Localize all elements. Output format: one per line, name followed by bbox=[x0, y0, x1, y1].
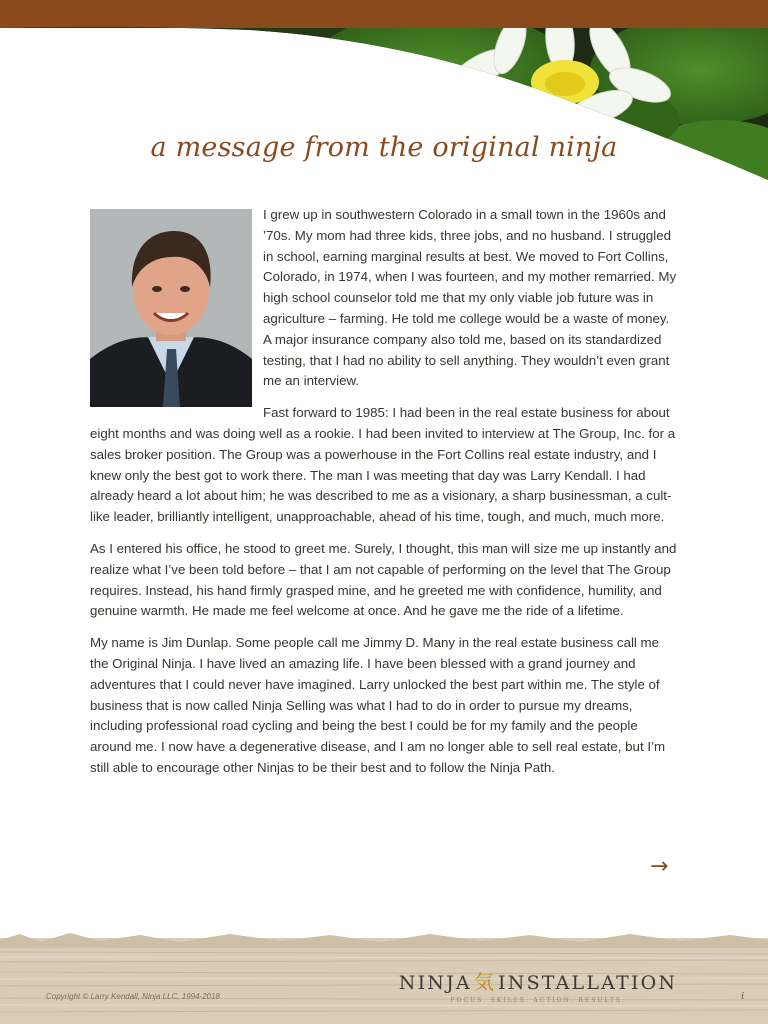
page-number: i bbox=[741, 990, 745, 1002]
paragraph-3: As I entered his office, he stood to greet me. Surely, I thought, this man will size me up instantly and realize what I’ve been told before – that I am not capable of performing on the level that The Group requires. Instead, his hand firmly grasped mine, and he greeted me with confidence, humility, and genuine warmth. He made me feel welcome at once. And he gave me the ride of a lifetime. bbox=[90, 540, 677, 619]
page-title: a message from the original ninja bbox=[150, 132, 618, 163]
copyright-notice: Copyright © Larry Kendall, Ninja LLC, 1994-2018 bbox=[46, 992, 220, 1001]
next-page-arrow-icon[interactable]: → bbox=[650, 854, 669, 879]
paragraph-2: Fast forward to 1985: I had been in the real estate business for about eight months and was doing well as a rookie. I had been invited to interview at The Group, Inc. for a sales broker position. The Group was a powerhouse in the Fort Collins real estate industry, and I knew only the best got to work there. The man I was meeting that day was Larry Kendall. I had already heard a lot about him; he was described to me as a visionary, a sharp businessman, a cult-like leader, brilliantly intelligent, unapproachable, ahead of his time, tough, and much, much more. bbox=[90, 405, 676, 525]
ki-kanji-icon: 気 bbox=[473, 970, 497, 994]
brand-word-left: NINJA bbox=[398, 972, 472, 994]
article-body bbox=[90, 205, 680, 790]
portrait-spacer bbox=[90, 205, 263, 407]
paragraph-4: My name is Jim Dunlap. Some people call me Jimmy D. Many in the real estate business call me the Original Ninja. I have lived an amazing life. I have been blessed with a grand journey and adventures that I could never have imagined. Larry unlocked the best part within me. The style of business that is now called Ninja Selling was what I had to do in order to pursue my dreams, including professional road cycling and being the best I could be for my family and the people around me. I now have a degenerative disease, and I am no longer able to sell real estate, but I’m still able to encourage other Ninjas to be their best and to follow the Ninja Path. bbox=[90, 635, 666, 775]
paragraph-1: I grew up in southwestern Colorado in a small town in the 1960s and ’70s. My mom had three kids, three jobs, and no husband. I struggled in school, earning marginal results at best. We moved to Fort Collins, Colorado, in 1974, when I was fourteen, and my mother remarried. My high school counselor told me that my only viable job future was in agriculture – farming. He told me college would be a waste of money. A major insurance company also told me, based on its standardized testing, that I had no ability to sell anything. They wouldn’t even grant me an interview. bbox=[263, 207, 677, 389]
brand-word-right: INSTALLATION bbox=[498, 972, 678, 994]
brand-wordmark bbox=[396, 966, 680, 995]
brand-tagline: FOCUS. SKILLS. ACTION. RESULTS. bbox=[450, 997, 626, 1004]
ninja-installation-logo bbox=[396, 966, 680, 1004]
